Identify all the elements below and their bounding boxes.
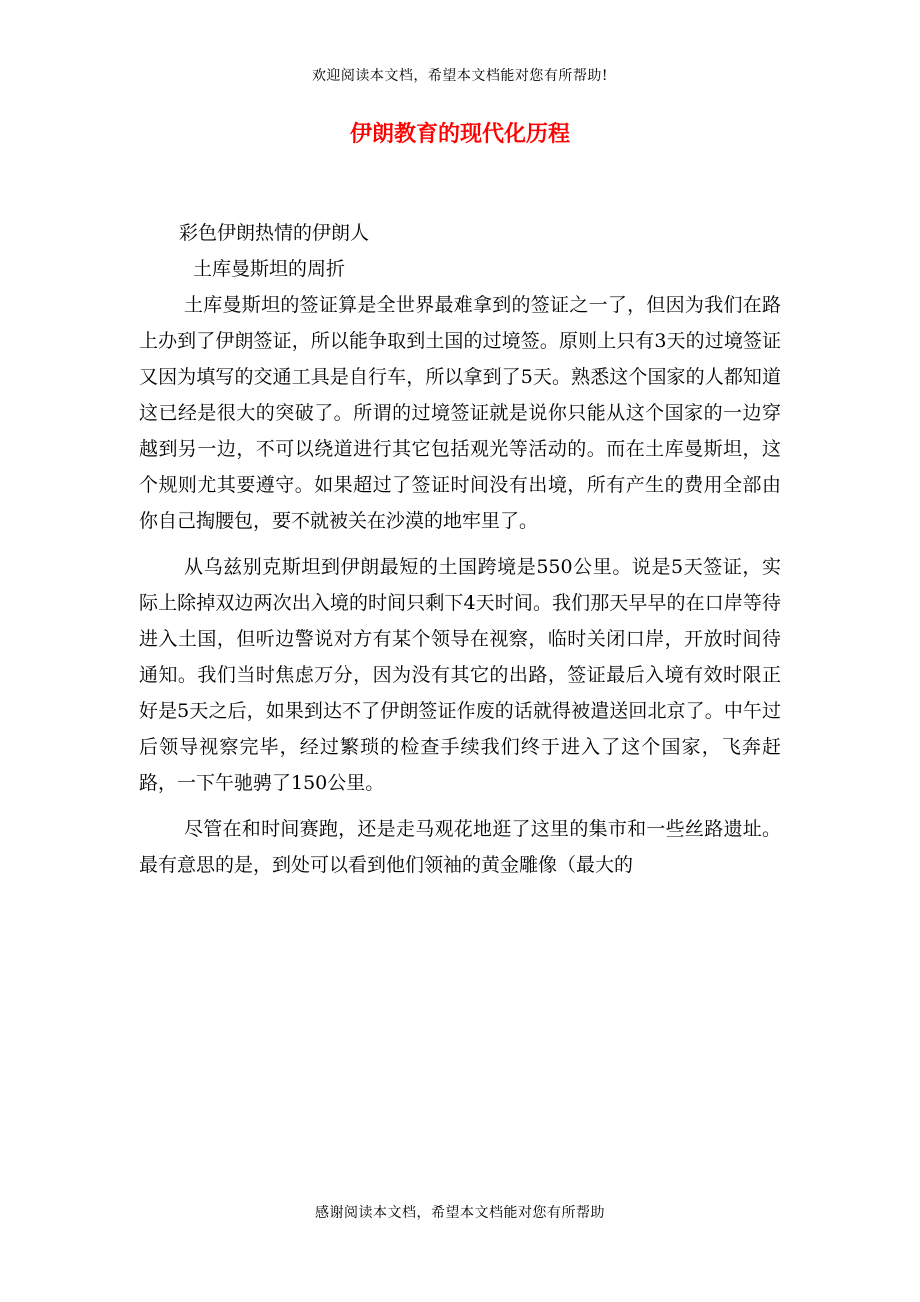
subtitle-turkmenistan: 土库曼斯坦的周折 (193, 258, 346, 280)
footer-note: 感谢阅读本文档，希望本文档能对您有所帮助 (315, 1205, 605, 1221)
paragraph-2: 从乌兹别克斯坦到伊朗最短的土国跨境是550公里。说是5天签证，实际上除掉双边两次出入境的时间只剩下4天时间。我们那天早早的在口岸等待进入土国，但听边警说对方有某个领导在视察，临时关闭口岸，开放时间待通知。我们当时焦虑万分，因为没有其它的出路，签证最后入境有效时限正好是5天之后，如果到达不了伊朗签证作废的话就得被遣送回北京了。中午过后领导视察完毕，经过繁琐的检查手续我们终于进入了这个国家，飞奔赶路，一下午驰骋了150公里。 (139, 556, 781, 794)
document-body (139, 215, 781, 883)
document-title: 伊朗教育的现代化历程 (349, 122, 570, 147)
paragraph-3: 尽管在和时间赛跑，还是走马观花地逛了这里的集市和一些丝路遗址。最有意思的是，到处可以看到他们领袖的黄金雕像（最大的 (139, 818, 781, 876)
header-note: 欢迎阅读本文档，希望本文档能对您有所帮助! (311, 68, 609, 84)
subtitle-colorful-iran: 彩色伊朗热情的伊朗人 (179, 222, 370, 244)
paragraph-1: 土库曼斯坦的签证算是全世界最难拿到的签证之一了，但因为我们在路上办到了伊朗签证，所以能争取到土国的过境签。原则上只有3天的过境签证又因为填写的交通工具是自行车，所以拿到了5天。熟悉这个国家的人都知道这已经是很大的突破了。所谓的过境签证就是说你只能从这个国家的一边穿越到另一边，不可以绕道进行其它包括观光等活动的。而在土库曼斯坦，这个规则尤其要遵守。如果超过了签证时间没有出境，所有产生的费用全部由你自己掏腰包，要不就被关在沙漠的地牢里了。 (139, 294, 781, 532)
